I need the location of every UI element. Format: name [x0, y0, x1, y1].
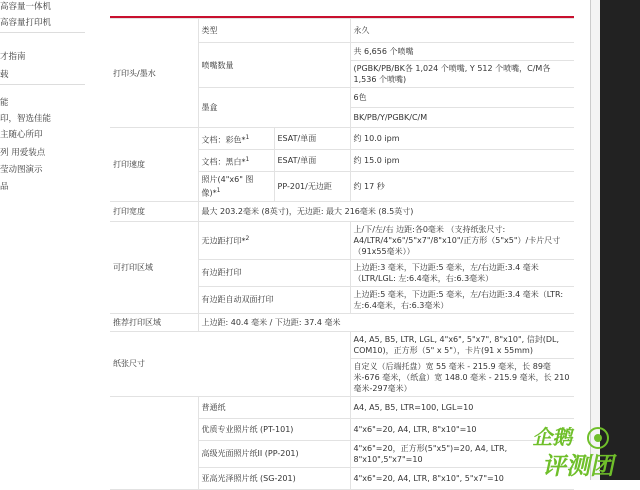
- table-row: [110, 19, 574, 43]
- spec-subcategory: 有边距打印: [198, 259, 350, 286]
- spec-category: 打印头/墨水: [110, 19, 198, 128]
- spec-value: 共 6,656 个喷嘴: [350, 43, 574, 61]
- spec-mode: PP-201/无边距: [274, 172, 350, 202]
- spec-mode: ESAT/单面: [274, 128, 350, 150]
- spec-value: A4, A5, B5, LTR=100, LGL=10: [350, 396, 574, 418]
- spec-category: [110, 396, 198, 489]
- spec-table: [110, 18, 577, 490]
- sidebar-item[interactable]: 才指南: [0, 52, 26, 62]
- spec-value: 上边距: 40.4 毫米 / 下边距: 37.4 毫米: [198, 313, 574, 331]
- sidebar-divider: [0, 84, 85, 85]
- table-row: [110, 396, 574, 418]
- spec-category: 可打印区域: [110, 221, 198, 313]
- table-row: [110, 331, 574, 358]
- spec-subcategory: 普通纸: [198, 396, 350, 418]
- sidebar-item[interactable]: 高容量一体机: [0, 2, 52, 12]
- window-edge: [600, 0, 640, 480]
- spec-subcategory: 亚高光泽照片纸 (SG-201): [198, 467, 350, 489]
- spec-mode: ESAT/单面: [274, 150, 350, 172]
- sidebar-item[interactable]: 高容量打印机: [0, 18, 52, 28]
- spec-table-container: [110, 16, 577, 490]
- spec-category: 打印速度: [110, 128, 198, 202]
- sidebar: [0, 0, 95, 480]
- spec-value: 约 17 秒: [350, 172, 574, 202]
- spec-value: 约 15.0 ipm: [350, 150, 574, 172]
- table-row: [110, 201, 574, 221]
- sidebar-divider: [0, 32, 85, 33]
- spec-category: 纸张尺寸: [110, 331, 350, 396]
- watermark-line2: 评测团: [540, 451, 619, 480]
- spec-value: 上边距:5 毫米，下边距:5 毫米，左/右边距:3.4 毫米（LTR: 左:6.4毫米，右:6.3毫米）: [350, 286, 574, 313]
- spec-value: 永久: [350, 19, 574, 43]
- spec-value: (PGBK/PB/BK各 1,024 个喷嘴, Y 512 个喷嘴，C/M各1,536 个喷嘴): [350, 61, 574, 88]
- sidebar-item[interactable]: 主随心所印: [0, 130, 43, 140]
- spec-subcategory: 优质专业照片纸 (PT-101): [198, 418, 350, 440]
- spec-value: 上/下/左/右 边距:各0毫米 （支持纸张尺寸: A4/LTR/4"x6"/5"x7"/8"x10"/正方形（5"x5"）/卡片尺寸（91x55毫米））: [350, 221, 574, 259]
- sidebar-item[interactable]: 载: [0, 70, 9, 80]
- spec-subcategory: 文档：黑白*$^1$: [198, 150, 274, 172]
- gear-center: [594, 434, 602, 442]
- table-row: [110, 128, 574, 150]
- table-row: [110, 221, 574, 259]
- spec-subcategory: 文档：彩色*$^1$: [198, 128, 274, 150]
- spec-value: 4"x6"=20, A4, LTR, 8"x10", 5"x7"=10: [350, 467, 574, 489]
- spec-subcategory: 高级光面照片纸II (PP-201): [198, 440, 350, 467]
- spec-value: A4, A5, B5, LTR, LGL, 4"x6", 5"x7", 8"x10", 信封(DL, COM10)，正方形（5" x 5"），卡片(91 x 55mm): [350, 331, 574, 358]
- spec-value: 4"x6"=20，正方形(5"x5")=20, A4, LTR, 8"x10",5"x7"=10: [350, 440, 574, 467]
- spec-value: 上边距:3 毫米，下边距:5 毫米，左/右边距:3.4 毫米 （LTR/LGL: 左:6.4毫米，右:6.3毫米）: [350, 259, 574, 286]
- spec-subcategory: 墨盒: [198, 88, 350, 128]
- spec-category: 打印宽度: [110, 201, 198, 221]
- table-row: [110, 313, 574, 331]
- spec-subcategory: 类型: [198, 19, 350, 43]
- spec-value: 自定义（后端托盘）宽 55 毫米 - 215.9 毫米，长 89毫米-676 毫米，（纸盒）宽 148.0 毫米 - 215.9 毫米，长 210 毫米-297毫米）: [350, 358, 574, 396]
- sidebar-item[interactable]: 列 用爱装点: [0, 148, 46, 158]
- spec-subcategory: 有边距自动双面打印: [198, 286, 350, 313]
- watermark-line1: 企鹅: [531, 425, 577, 449]
- sidebar-item[interactable]: 能: [0, 98, 9, 108]
- spec-value: 4"x6"=20, A4, LTR, 8"x10"=10: [350, 418, 574, 440]
- watermark-logo: [524, 418, 640, 480]
- sidebar-item[interactable]: 莹动图演示: [0, 165, 43, 175]
- spec-value: 约 10.0 ipm: [350, 128, 574, 150]
- spec-value: BK/PB/Y/PGBK/C/M: [350, 108, 574, 128]
- spec-subcategory: 喷嘴数量: [198, 43, 350, 88]
- sidebar-item[interactable]: 印，智选佳能: [0, 114, 52, 124]
- spec-subcategory: 照片(4"x6" 图像)*$^1$: [198, 172, 274, 202]
- spec-subcategory: 无边距打印*$^2$: [198, 221, 350, 259]
- sidebar-item[interactable]: 品: [0, 182, 9, 192]
- spec-value: 6色: [350, 88, 574, 108]
- spec-value: 最大 203.2毫米 (8英寸)，无边距: 最大 216毫米 (8.5英寸): [198, 201, 574, 221]
- spec-category: 推荐打印区域: [110, 313, 198, 331]
